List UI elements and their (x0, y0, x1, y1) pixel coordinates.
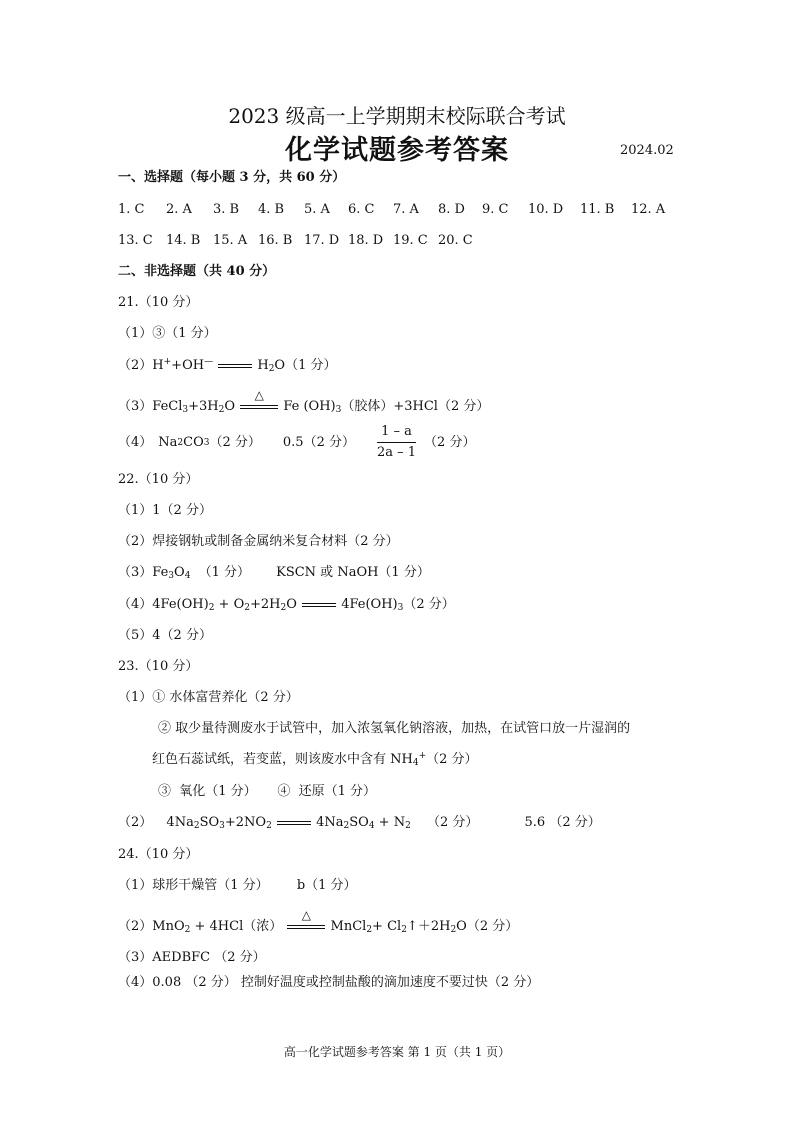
sub: 4 (184, 571, 191, 581)
mc-answer: 20. C (438, 233, 473, 248)
text: H (152, 358, 164, 373)
text: （2 分） (209, 434, 261, 450)
q22-heading: 22.（10 分） (118, 472, 199, 487)
text: + 4HCl（浓） (190, 919, 283, 934)
q23-part1-2: ② 取少量待测废水于试管中，加入浓氢氧化钠溶液，加热，在试管口放一片湿润的 (158, 721, 631, 736)
section1-heading: 一、选择题（每小题 3 分，共 60 分） (118, 170, 346, 185)
sub: 4 (412, 758, 419, 768)
mc-answer: 1. C (118, 202, 145, 217)
q21-part3-label: （3） (118, 399, 153, 414)
text: O（1 分） (274, 358, 337, 373)
q24-part4: （4）0.08 （2 分） 控制好温度或控制盐酸的滴加速度不要过快（2 分） (118, 975, 540, 990)
heat-condition: △ (301, 907, 311, 922)
sub: 2 (366, 925, 373, 935)
text: +3H (188, 399, 219, 414)
text: 0.5（2 分） (282, 434, 355, 450)
sub: 2 (208, 603, 215, 613)
mc-answer: 8. D (438, 202, 465, 217)
text: b（1 分） (296, 878, 357, 893)
text: 4Na (316, 815, 344, 830)
text: Na (158, 434, 178, 450)
text: （2） (118, 815, 153, 830)
text: （2 分） (426, 752, 478, 767)
sub: 2 (266, 821, 272, 831)
text: （2）MnO (118, 919, 185, 934)
text: +2NO (224, 815, 267, 830)
q23-part1-2-cont (152, 752, 478, 768)
mc-answer: 16. B (258, 233, 293, 248)
mc-answer: 2. A (166, 202, 192, 217)
q22-part1: （1）1（2 分） (118, 503, 212, 518)
text: +OH (171, 358, 205, 373)
section2-heading: 二、非选择题（共 40 分） (118, 264, 276, 279)
page-footer: 高一化学试题参考答案 第 1 页（共 1 页） (283, 1045, 511, 1059)
q23-heading: 23.（10 分） (118, 659, 199, 674)
sub: 2 (450, 925, 457, 935)
mc-answer: 11. B (580, 202, 615, 217)
text: SO (199, 815, 220, 830)
text: 4Fe(OH) (341, 597, 398, 612)
text: 5.6 （2 分） (524, 815, 601, 830)
exam-date: 2024.02 (620, 143, 674, 158)
mc-answer: 6. C (348, 202, 375, 217)
sub: 3 (168, 571, 175, 581)
equals-sign (276, 816, 312, 830)
mc-answer: 10. D (528, 202, 564, 217)
text: （2 分） (424, 434, 476, 450)
text: MnCl (330, 919, 367, 934)
text: O（2 分） (456, 919, 519, 934)
text: + O (214, 597, 245, 612)
sub: 3 (397, 603, 404, 613)
text: O (224, 399, 236, 414)
text: + Cl (372, 919, 402, 934)
text: SO (349, 815, 369, 830)
mc-answer: 17. D (304, 233, 340, 248)
mc-answer: 15. A (213, 233, 248, 248)
sup: — (204, 357, 214, 367)
sub: 2 (244, 603, 250, 613)
equals-heat-sign (286, 907, 326, 934)
sub: 4 (368, 821, 375, 831)
sub: 3 (335, 405, 342, 415)
fraction-denominator: 2a – 1 (376, 445, 417, 460)
sub: 2 (184, 925, 191, 935)
q24-part2 (118, 907, 519, 935)
q21-part3 (118, 387, 490, 415)
mc-answer: 5. A (304, 202, 330, 217)
q22-part2: （2）焊接钢轨或制备金属纳米复合材料（2 分） (118, 534, 399, 549)
mc-answer: 19. C (393, 233, 428, 248)
sub: 3 (219, 821, 225, 831)
mc-answer: 13. C (118, 233, 153, 248)
fraction (373, 424, 420, 461)
q21-part1: （1）③（1 分） (118, 326, 217, 341)
text: H (257, 358, 269, 373)
q23-part1-3-4: ③ 氧化（1 分） ④ 还原（1 分） (158, 784, 376, 799)
q24-heading: 24.（10 分） (118, 847, 199, 862)
sub: 3 (182, 405, 189, 415)
sub: 2 (343, 821, 350, 831)
q22-part5: （5）4（2 分） (118, 628, 212, 643)
q21-part2 (118, 358, 336, 374)
q21-part4: （4） Na 2 CO 3 （2 分） 0.5（2 分） $\frac{1 - a}{2a - 1}$ （2 分） (118, 424, 476, 460)
text: （1 分） (198, 565, 250, 580)
text: ↑＋2H (406, 919, 451, 934)
sub: 2 (218, 405, 225, 415)
sup: + (418, 751, 427, 761)
text: （胶体）+3HCl（2 分） (341, 399, 490, 414)
exam-title: 2023 级高一上学期期末校际联合考试 (228, 104, 566, 128)
equals-heat-sign (239, 387, 279, 414)
sub: 2 (280, 603, 287, 613)
text: （2 分） (403, 597, 455, 612)
text: O (286, 597, 297, 612)
q21-part4-label: （4） (118, 434, 153, 450)
text: （4）4Fe(OH) (118, 597, 209, 612)
text: 4Na (166, 815, 194, 830)
q22-part3 (118, 565, 430, 581)
mc-answer: 18. D (348, 233, 384, 248)
mc-answer: 9. C (482, 202, 509, 217)
sub: 2 (405, 821, 411, 831)
answer-key-title: 化学试题参考答案 (285, 135, 509, 166)
text: 红色石蕊试纸，若变蓝，则该废水中含有 NH (152, 752, 413, 767)
q24-part1 (118, 878, 357, 894)
text: Fe (OH) (283, 399, 336, 414)
text: O (174, 565, 185, 580)
mc-answer: 7. A (393, 202, 419, 217)
mc-answer: 12. A (631, 202, 666, 217)
q23-part1-1: （1）① 水体富营养化（2 分） (118, 690, 299, 705)
equals-sign (301, 598, 337, 612)
sup: + (163, 357, 172, 367)
text: +2H (249, 597, 281, 612)
text: KSCN 或 NaOH（1 分） (276, 565, 430, 580)
fraction-numerator: 1 – a (377, 424, 416, 443)
text: （2 分） (426, 815, 479, 830)
text: （1）球形干燥管（1 分） (118, 878, 269, 893)
mc-answer: 3. B (213, 202, 240, 217)
text: + N (374, 815, 406, 830)
heat-condition: △ (254, 387, 264, 402)
q21-heading: 21.（10 分） (118, 295, 199, 310)
q21-part2-label: （2） (118, 358, 153, 373)
text: FeCl (152, 399, 183, 414)
text: （3）Fe (118, 565, 169, 580)
sub: 2 (401, 925, 407, 935)
text: CO (183, 434, 204, 450)
sub: 2 (268, 364, 275, 374)
q22-part4 (118, 597, 455, 613)
mc-answer: 4. B (258, 202, 285, 217)
sub: 2 (193, 821, 200, 831)
q23-part2 (118, 815, 601, 831)
q24-part3: （3）AEDBFC （2 分） (118, 950, 266, 965)
equals-sign (217, 359, 253, 373)
mc-answer: 14. B (166, 233, 201, 248)
